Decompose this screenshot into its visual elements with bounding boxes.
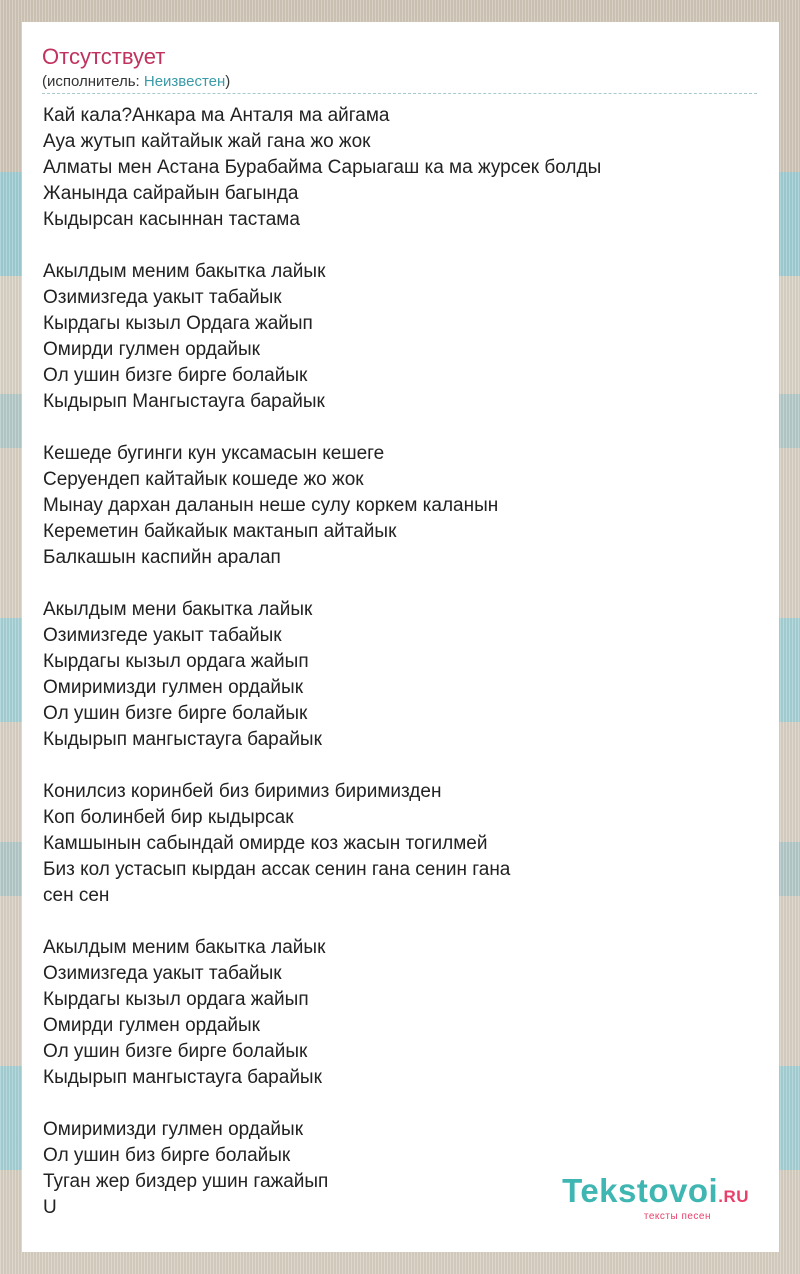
lyric-line: Омирди гулмен ордайык bbox=[43, 339, 260, 360]
lyrics-stanza bbox=[43, 259, 758, 415]
lyric-line: Кыдырып Мангыстауга барайык bbox=[43, 391, 325, 412]
logo-tagline: тексты песен bbox=[643, 1211, 711, 1222]
lyric-line: Кырдагы кызыл ордага жайып bbox=[43, 989, 309, 1010]
lyric-line: Туган жер биздер ушин гажайып bbox=[43, 1171, 329, 1192]
lyric-line: Ол ушин биз бирге болайык bbox=[43, 1145, 291, 1166]
lyric-line: Озимизгеда уакыт табайык bbox=[43, 287, 282, 308]
lyric-line: Конилсиз коринбей биз биримиз биримизден bbox=[43, 781, 442, 802]
lyrics-stanza bbox=[43, 103, 758, 233]
lyrics-body bbox=[43, 103, 758, 1247]
artist-line bbox=[42, 73, 230, 91]
lyric-line: U bbox=[43, 1197, 57, 1218]
lyrics-stanza bbox=[43, 441, 758, 571]
lyric-line: Балкашын каспийн аралап bbox=[43, 547, 281, 568]
lyric-line: Жанында сайрайын багында bbox=[43, 183, 299, 204]
lyrics-stanza bbox=[43, 779, 758, 909]
lyric-line: Ол ушин бизге бирге болайык bbox=[43, 1041, 308, 1062]
lyric-line: Омиримизди гулмен ордайык bbox=[43, 1119, 304, 1140]
lyric-line: Кыдырсан касыннан тастама bbox=[43, 209, 300, 230]
lyric-line: Омиримизди гулмен ордайык bbox=[43, 677, 304, 698]
lyric-line: Камшынын сабындай омирде коз жасын тогилмей bbox=[43, 833, 488, 854]
lyric-line: Кыдырып мангыстауга барайык bbox=[43, 1067, 322, 1088]
lyric-line: Кай кала?Анкара ма Анталя ма айгама bbox=[43, 105, 390, 126]
lyrics-stanza bbox=[43, 935, 758, 1091]
lyric-line: Алматы мен Астана Бурабайма Сарыагаш ка ма журсек болды bbox=[43, 157, 602, 178]
lyrics-stanza bbox=[43, 597, 758, 753]
site-logo[interactable] bbox=[562, 1174, 749, 1222]
artist-suffix: ) bbox=[225, 73, 231, 90]
artist-link[interactable]: Неизвестен bbox=[143, 73, 226, 90]
lyric-line: сен сен bbox=[43, 885, 110, 906]
lyric-line: Кешеде бугинги кун уксамасын кешеге bbox=[43, 443, 385, 464]
lyrics-card bbox=[22, 22, 779, 1252]
lyric-line: Ол ушин бизге бирге болайык bbox=[43, 703, 308, 724]
lyric-line: Ауа жутып кайтайык жай гана жо жок bbox=[43, 131, 371, 152]
lyric-line: Коп болинбей бир кыдырсак bbox=[43, 807, 294, 828]
lyric-line: Акылдым меним бакытка лайык bbox=[43, 261, 326, 282]
lyric-line: Ол ушин бизге бирге болайык bbox=[43, 365, 308, 386]
song-title: Отсутствует bbox=[42, 44, 166, 69]
divider bbox=[42, 93, 757, 94]
logo-domain: .RU bbox=[718, 1187, 749, 1206]
lyric-line: Озимизгеде уакыт табайык bbox=[43, 625, 282, 646]
lyric-line: Кырдагы кызыл Ордага жайып bbox=[43, 313, 313, 334]
logo-name: Tekstovoi bbox=[562, 1172, 719, 1209]
lyric-line: Мынау дархан даланын неше сулу коркем каланын bbox=[43, 495, 499, 516]
lyric-line: Акылдым мени бакытка лайык bbox=[43, 599, 313, 620]
lyric-line: Биз кол устасып кырдан ассак сенин гана сенин гана bbox=[43, 859, 511, 880]
lyric-line: Омирди гулмен ордайык bbox=[43, 1015, 260, 1036]
artist-prefix: (исполнитель: bbox=[42, 73, 144, 90]
lyric-line: Кереметин байкайык мактанып айтайык bbox=[43, 521, 397, 542]
lyric-line: Серуендеп кайтайык кошеде жо жок bbox=[43, 469, 364, 490]
lyric-line: Озимизгеда уакыт табайык bbox=[43, 963, 282, 984]
lyric-line: Акылдым меним бакытка лайык bbox=[43, 937, 326, 958]
lyric-line: Кырдагы кызыл ордага жайып bbox=[43, 651, 309, 672]
lyric-line: Кыдырып мангыстауга барайык bbox=[43, 729, 322, 750]
